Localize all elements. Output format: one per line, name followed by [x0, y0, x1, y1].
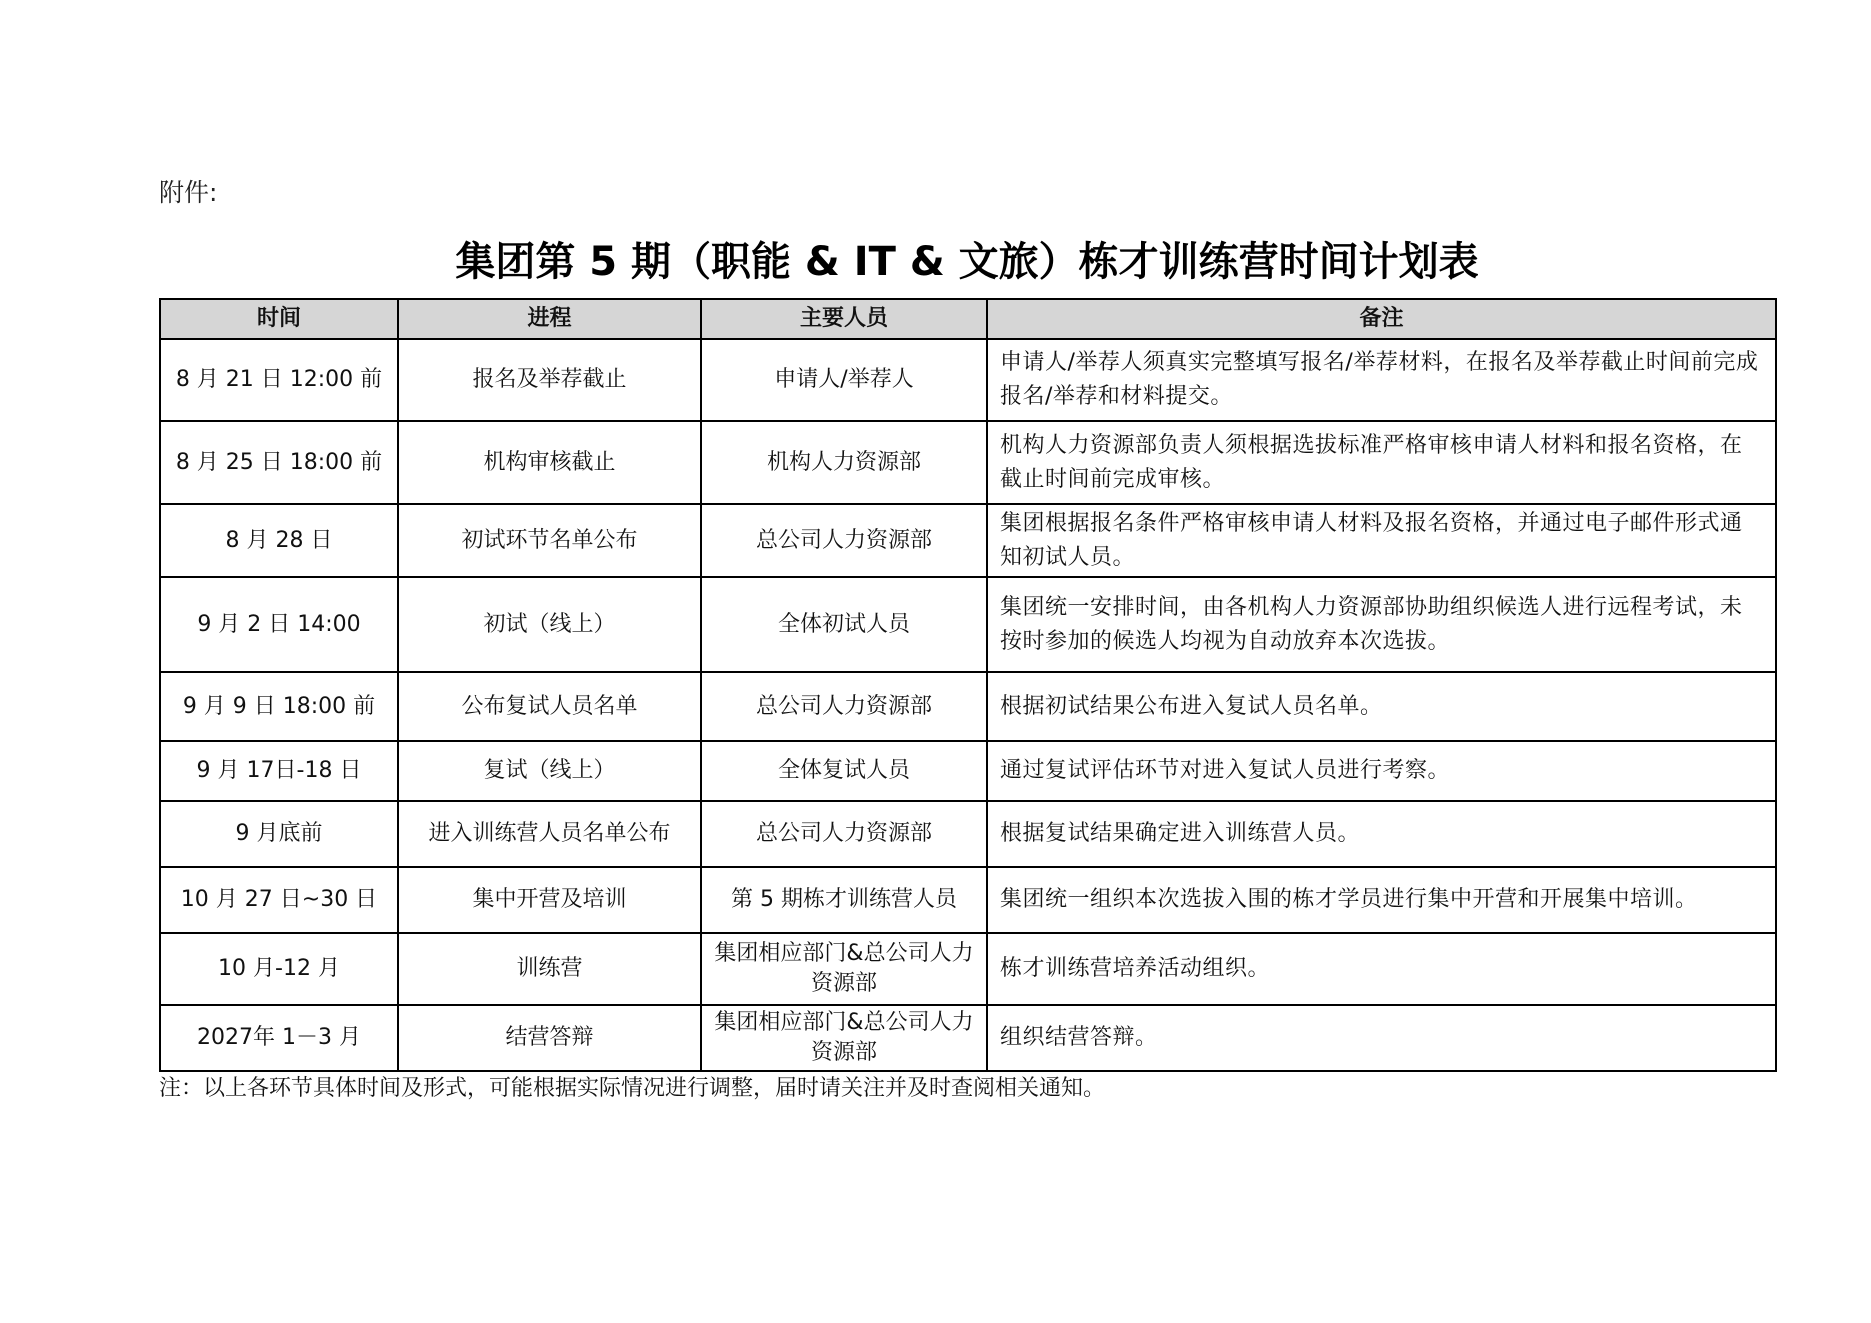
cell-process: 进入训练营人员名单公布	[398, 801, 701, 867]
cell-notes: 通过复试评估环节对进入复试人员进行考察。	[987, 741, 1776, 801]
cell-people: 全体复试人员	[701, 741, 987, 801]
cell-process: 复试（线上）	[398, 741, 701, 801]
header-people: 主要人员	[701, 299, 987, 339]
table-row	[160, 867, 1776, 933]
cell-people: 总公司人力资源部	[701, 801, 987, 867]
cell-time: 10 月 27 日~30 日	[160, 867, 398, 933]
cell-people: 集团相应部门&总公司人力资源部	[701, 1005, 987, 1071]
cell-notes: 根据复试结果确定进入训练营人员。	[987, 801, 1776, 867]
header-notes: 备注	[987, 299, 1776, 339]
cell-notes: 栋才训练营培养活动组织。	[987, 933, 1776, 1005]
table-row	[160, 504, 1776, 577]
cell-people: 集团相应部门&总公司人力资源部	[701, 933, 987, 1005]
cell-people: 第 5 期栋才训练营人员	[701, 867, 987, 933]
cell-notes: 集团根据报名条件严格审核申请人材料及报名资格，并通过电子邮件形式通知初试人员。	[987, 504, 1776, 577]
table-header-row	[160, 299, 1776, 339]
cell-time: 2027年 1－3 月	[160, 1005, 398, 1071]
cell-time: 9 月 17日-18 日	[160, 741, 398, 801]
cell-people: 全体初试人员	[701, 577, 987, 672]
header-process: 进程	[398, 299, 701, 339]
cell-time: 9 月底前	[160, 801, 398, 867]
cell-notes: 机构人力资源部负责人须根据选拔标准严格审核申请人材料和报名资格，在截止时间前完成审核。	[987, 421, 1776, 504]
cell-time: 10 月-12 月	[160, 933, 398, 1005]
schedule-table	[159, 298, 1777, 1072]
document-title: 集团第 5 期（职能 & IT & 文旅）栋才训练营时间计划表	[455, 239, 1479, 285]
cell-notes: 申请人/举荐人须真实完整填写报名/举荐材料，在报名及举荐截止时间前完成报名/举荐和材料提交。	[987, 339, 1776, 421]
cell-people: 机构人力资源部	[701, 421, 987, 504]
table-row	[160, 421, 1776, 504]
cell-process: 结营答辩	[398, 1005, 701, 1071]
footnote: 注：以上各环节具体时间及形式，可能根据实际情况进行调整，届时请关注并及时查阅相关通知。	[159, 1076, 1106, 1101]
table-row	[160, 801, 1776, 867]
cell-process: 初试（线上）	[398, 577, 701, 672]
cell-notes: 集团统一安排时间，由各机构人力资源部协助组织候选人进行远程考试，未按时参加的候选人均视为自动放弃本次选拔。	[987, 577, 1776, 672]
table-row	[160, 577, 1776, 672]
cell-process: 集中开营及培训	[398, 867, 701, 933]
cell-people: 申请人/举荐人	[701, 339, 987, 421]
cell-time: 8 月 21 日 12:00 前	[160, 339, 398, 421]
cell-process: 报名及举荐截止	[398, 339, 701, 421]
table-row	[160, 741, 1776, 801]
cell-time: 9 月 2 日 14:00	[160, 577, 398, 672]
table-row	[160, 933, 1776, 1005]
cell-notes: 集团统一组织本次选拔入围的栋才学员进行集中开营和开展集中培训。	[987, 867, 1776, 933]
cell-process: 初试环节名单公布	[398, 504, 701, 577]
table-row	[160, 672, 1776, 741]
cell-process: 机构审核截止	[398, 421, 701, 504]
cell-people: 总公司人力资源部	[701, 672, 987, 741]
attachment-label: 附件:	[159, 178, 218, 207]
cell-time: 8 月 28 日	[160, 504, 398, 577]
header-time: 时间	[160, 299, 398, 339]
cell-notes: 根据初试结果公布进入复试人员名单。	[987, 672, 1776, 741]
cell-notes: 组织结营答辩。	[987, 1005, 1776, 1071]
cell-time: 9 月 9 日 18:00 前	[160, 672, 398, 741]
cell-people: 总公司人力资源部	[701, 504, 987, 577]
cell-process: 公布复试人员名单	[398, 672, 701, 741]
table-row	[160, 339, 1776, 421]
cell-process: 训练营	[398, 933, 701, 1005]
cell-time: 8 月 25 日 18:00 前	[160, 421, 398, 504]
table-row	[160, 1005, 1776, 1071]
